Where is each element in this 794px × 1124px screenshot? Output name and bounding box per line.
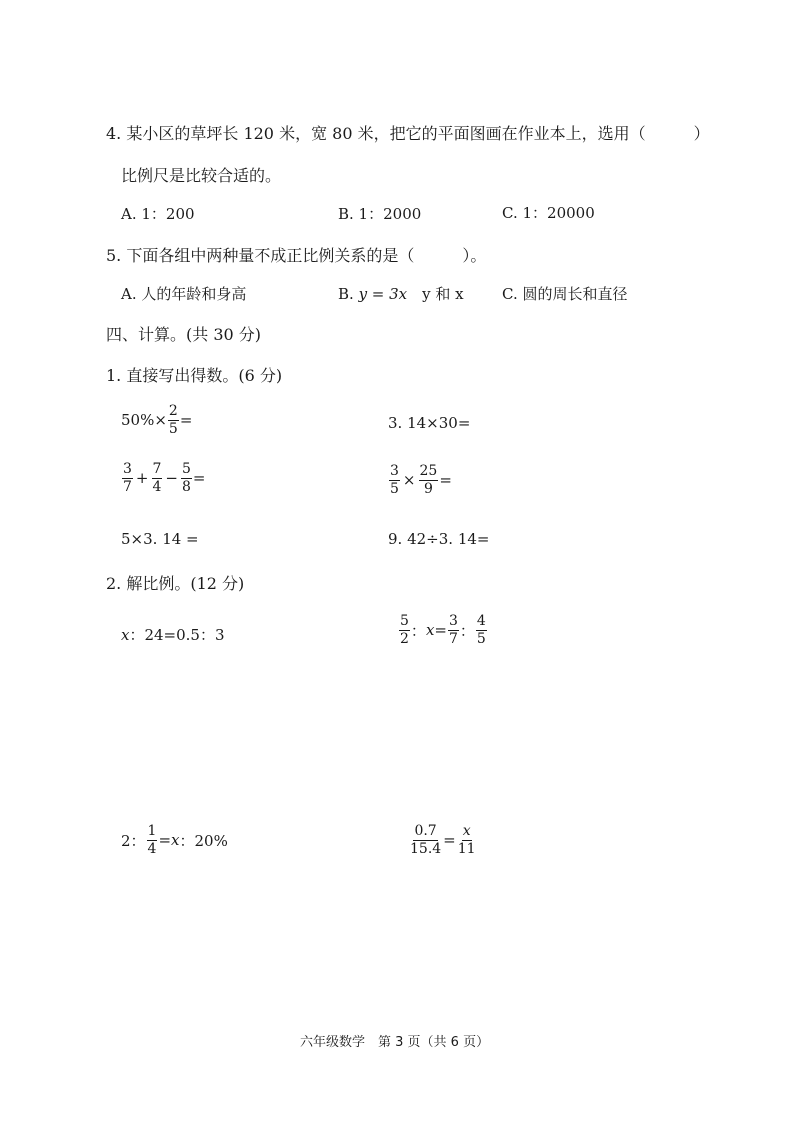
calc-1-expr-3	[121, 462, 206, 494]
numerator: 3	[390, 463, 399, 479]
calc-1-expr-4	[388, 464, 452, 496]
denominator: 8	[182, 478, 191, 495]
fraction	[448, 614, 459, 646]
numerator: 0.7	[414, 823, 437, 839]
expr-rest: ：20%	[179, 831, 228, 850]
expr-prefix: 50%×	[121, 411, 167, 430]
question-4-option-b: B. 1：2000	[338, 205, 422, 223]
minus-sign: −	[165, 469, 178, 488]
calc-1-title: 1. 直接写出得数。(6 分)	[106, 366, 283, 385]
calc-1-expr-1	[121, 404, 192, 436]
denominator: 7	[448, 630, 458, 647]
equals-sign: =	[158, 831, 172, 850]
numerator: 2	[168, 403, 178, 419]
section-title: 四、计算。(共 30 分)	[106, 325, 262, 344]
question-5-stem: 5. 下面各组中两种量不成正比例关系的是（ ）。	[106, 246, 487, 265]
equals-sign: =	[179, 411, 193, 430]
option-b-formula: y = 3x	[358, 285, 408, 303]
question-4-option-a: A. 1：200	[121, 205, 195, 223]
option-b-suffix: y 和 x	[407, 285, 464, 303]
calc-1-expr-6: 9. 42÷3. 14=	[388, 530, 490, 548]
plus-sign: +	[135, 469, 149, 488]
calc-1-expr-5: 5×3. 14 =	[121, 530, 199, 548]
numerator: 1	[147, 823, 157, 839]
question-4-stem-cont: 比例尺是比较合适的。	[121, 166, 282, 185]
fraction	[181, 462, 192, 494]
fraction	[457, 824, 477, 856]
equals-sign: =	[192, 469, 206, 488]
fraction	[389, 464, 400, 496]
fraction	[168, 404, 179, 436]
page-footer: 六年级数学 第 3 页（共 6 页）	[300, 1035, 490, 1050]
numerator: 7	[152, 461, 162, 477]
multiply-sign: ×	[402, 471, 416, 490]
variable-x: x	[171, 831, 180, 850]
numerator: x	[462, 823, 471, 839]
question-5-option-c: C. 圆的周长和直径	[502, 285, 628, 303]
question-4-stem: 4. 某小区的草坪长 120 米，宽 80 米，把它的平面图画在作业本上，选用（ ）	[106, 124, 710, 143]
proportion-4	[408, 824, 478, 856]
denominator: 5	[168, 420, 178, 437]
expr-rest: ：24=0.5：3	[129, 626, 225, 644]
fraction	[419, 464, 439, 496]
denominator: 5	[390, 480, 399, 497]
proportion-1	[121, 624, 225, 645]
numerator: 3	[448, 613, 458, 629]
denominator: 4	[147, 840, 157, 857]
variable-x: x	[121, 625, 130, 644]
ratio-sign: ：	[410, 621, 426, 640]
calc-2-title: 2. 解比例。(12 分)	[106, 574, 245, 593]
denominator: 7	[123, 478, 132, 495]
numerator: 25	[419, 463, 438, 479]
fraction	[122, 462, 133, 494]
question-5-option-a: A. 人的年龄和身高	[121, 285, 247, 303]
equals-sign: =	[434, 621, 447, 640]
question-5-option-b	[338, 283, 464, 304]
ratio-sign: ：	[459, 621, 475, 640]
fraction	[399, 614, 410, 646]
denominator: 15.4	[410, 840, 442, 857]
fraction	[152, 462, 163, 494]
expr-prefix: 2：	[121, 831, 146, 850]
equals-sign: =	[443, 831, 456, 850]
question-4-option-c: C. 1：20000	[502, 204, 595, 222]
denominator: 4	[152, 478, 162, 495]
denominator: 11	[457, 840, 476, 857]
option-b-prefix: B.	[338, 285, 359, 303]
numerator: 5	[182, 461, 191, 477]
variable-x: x	[425, 621, 435, 640]
denominator: 5	[476, 630, 486, 647]
fraction	[409, 824, 442, 856]
fraction	[476, 614, 487, 646]
numerator: 3	[123, 461, 132, 477]
fraction	[147, 824, 158, 856]
proportion-3	[121, 824, 228, 856]
calc-1-expr-2: 3. 14×30=	[388, 414, 471, 432]
proportion-2	[398, 614, 488, 646]
numerator: 4	[476, 613, 486, 629]
denominator: 2	[400, 630, 409, 647]
equals-sign: =	[439, 471, 452, 490]
numerator: 5	[400, 613, 409, 629]
denominator: 9	[423, 480, 433, 497]
